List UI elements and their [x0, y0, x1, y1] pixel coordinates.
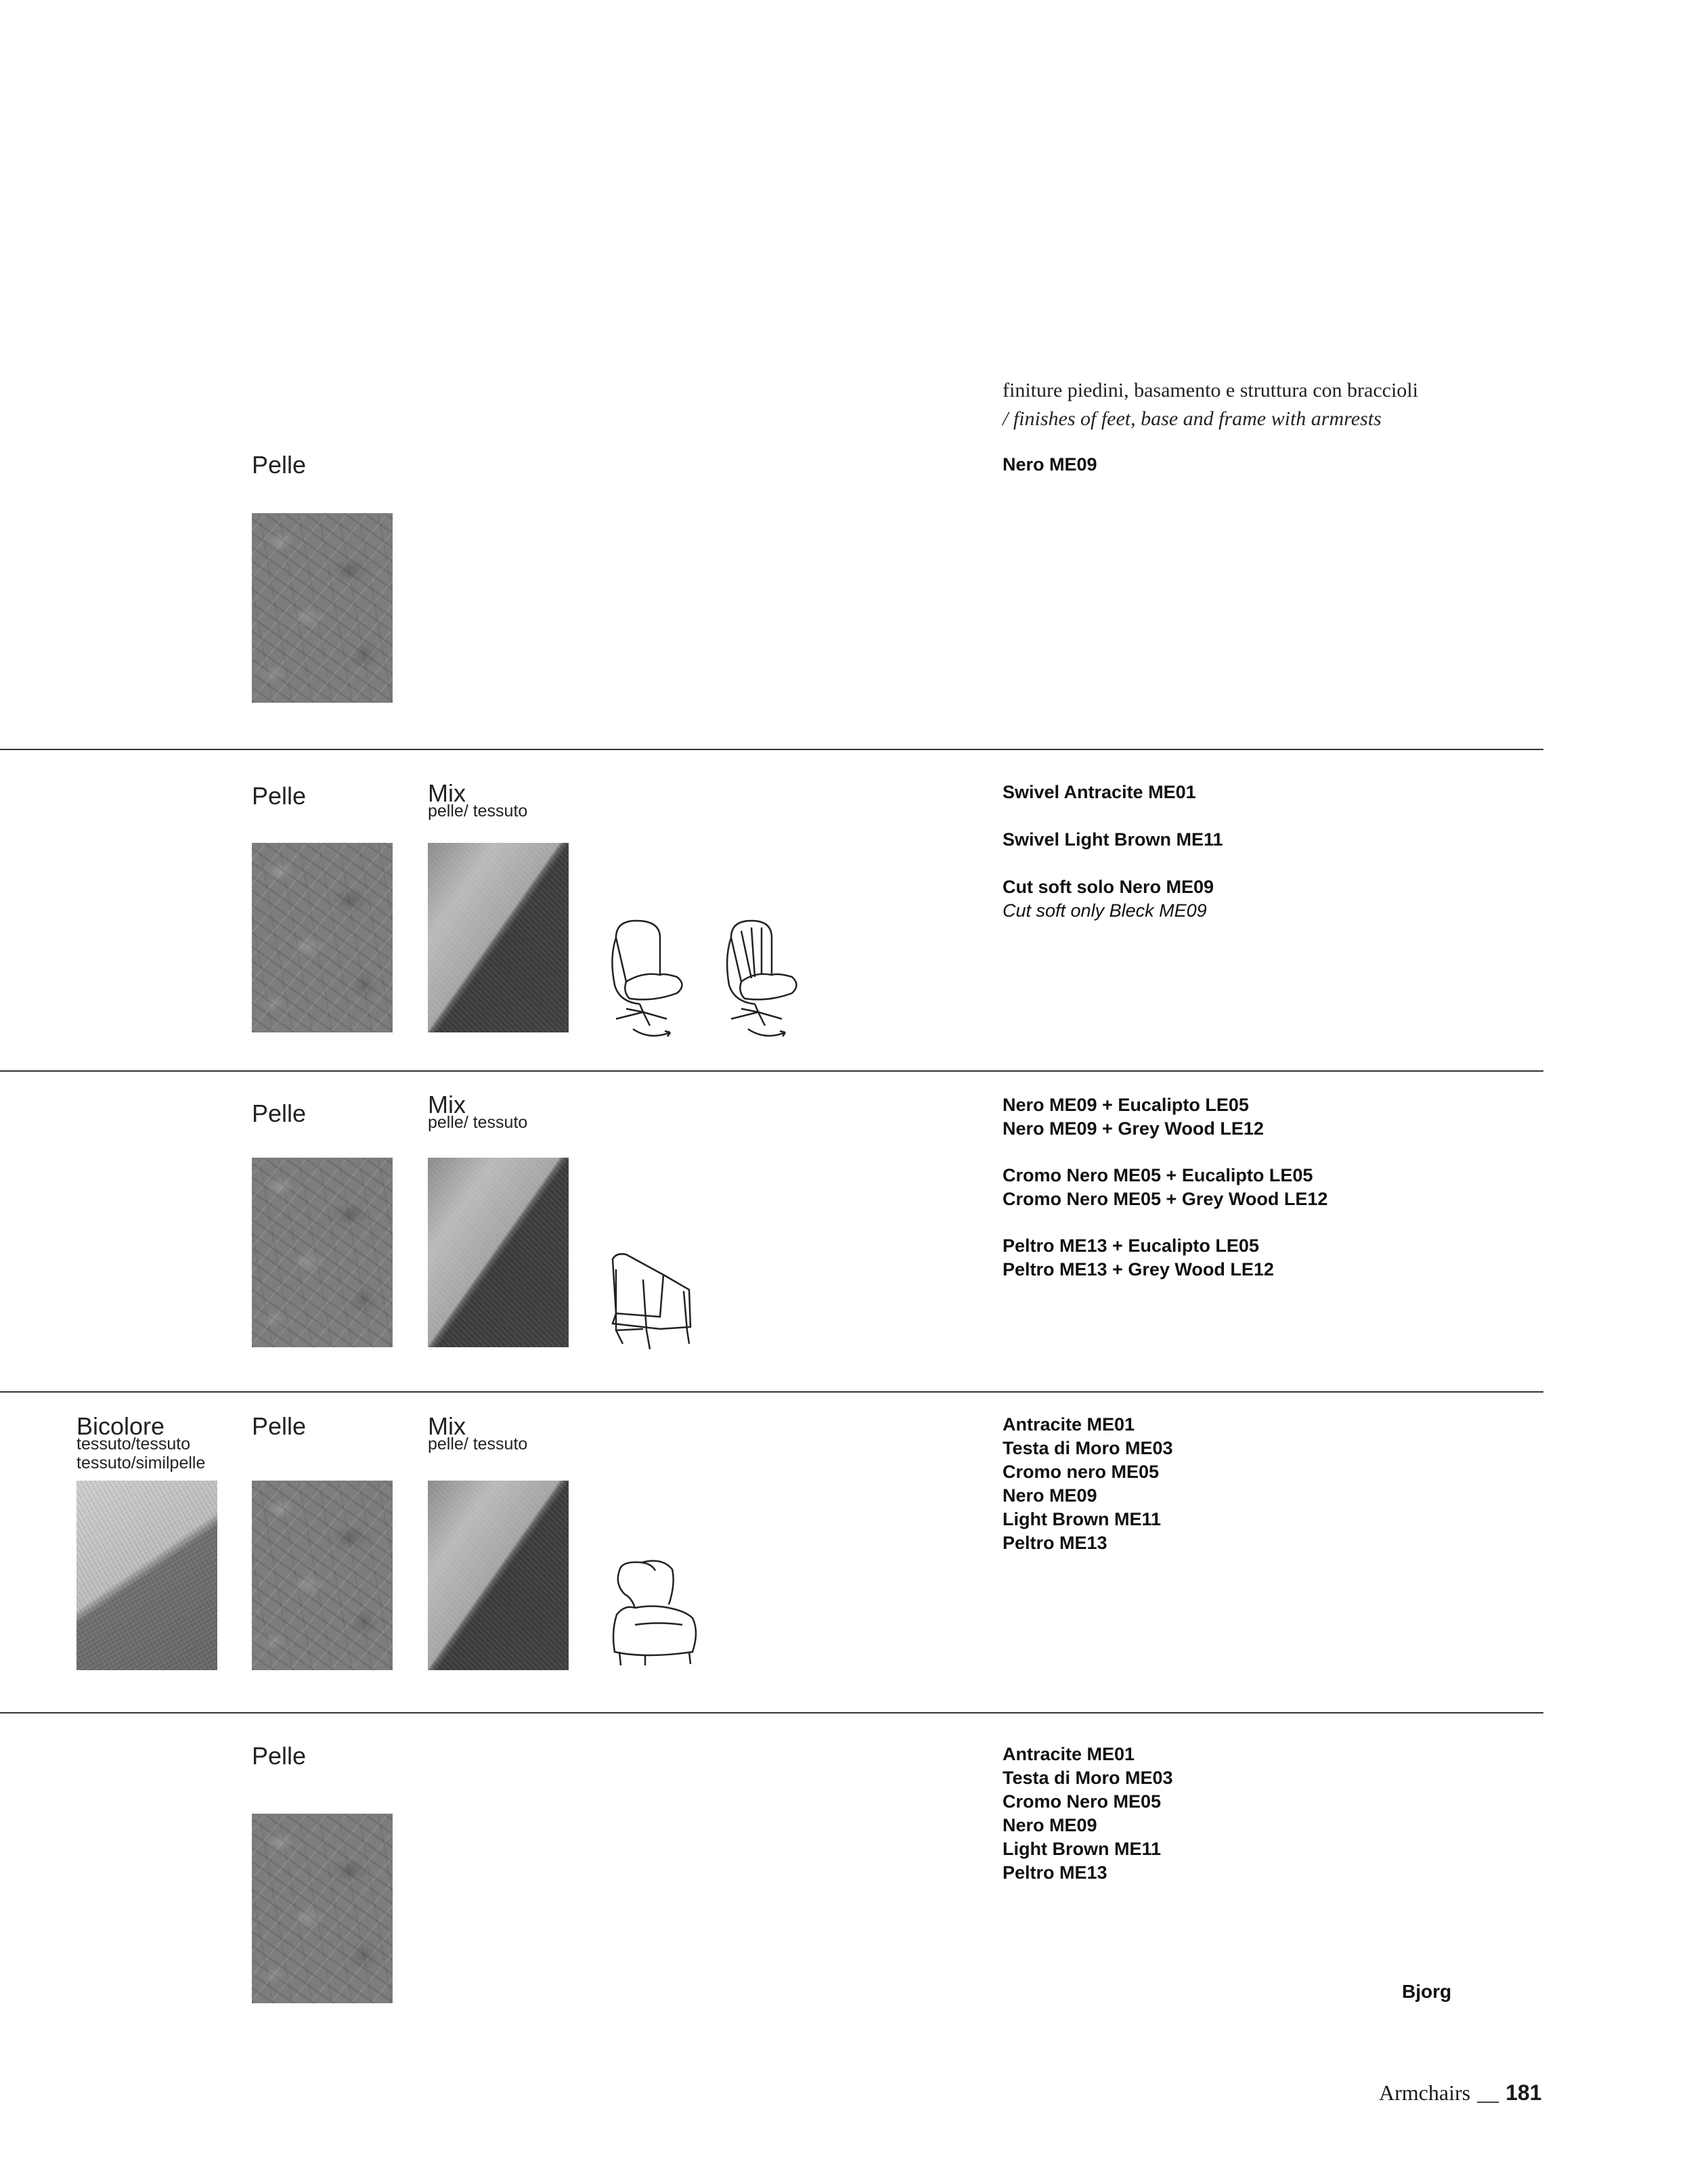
swivel-armchair-icon — [714, 917, 809, 1046]
finishes-header-en: / finishes of feet, base and frame with armrests — [1003, 408, 1382, 430]
row3-finish-4: Cromo Nero ME05 + Grey Wood LE12 — [1003, 1189, 1328, 1209]
row4-finish-2: Testa di Moro ME03 — [1003, 1438, 1173, 1458]
row2-pelle-label: Pelle — [252, 782, 307, 810]
row4-finish-1: Antracite ME01 — [1003, 1414, 1135, 1435]
row2-finish-note: Cut soft only Bleck ME09 — [1003, 900, 1207, 921]
row3-finish-2: Nero ME09 + Grey Wood LE12 — [1003, 1118, 1264, 1139]
row5-finish-5: Light Brown ME11 — [1003, 1839, 1162, 1859]
finishes-header-it: finiture piedini, basamento e struttura con braccioli — [1003, 379, 1418, 401]
row5-finish-6: Peltro ME13 — [1003, 1862, 1107, 1883]
row4-mix-swatch — [428, 1481, 569, 1670]
row4-mix-sub: pelle/ tessuto — [428, 1435, 528, 1454]
frame-armchair-icon — [602, 1249, 704, 1351]
row4-finish-3: Cromo nero ME05 — [1003, 1462, 1160, 1482]
row5-finish-2: Testa di Moro ME03 — [1003, 1768, 1173, 1788]
row5-pelle-swatch — [252, 1814, 393, 2003]
row1-finish-1: Nero ME09 — [1003, 454, 1097, 475]
row4-mix-label: Mix — [428, 1412, 466, 1440]
row3-finish-3: Cromo Nero ME05 + Eucalipto LE05 — [1003, 1165, 1313, 1185]
row3-pelle-label: Pelle — [252, 1099, 307, 1127]
row5-finish-3: Cromo Nero ME05 — [1003, 1791, 1162, 1812]
row5-finish-4: Nero ME09 — [1003, 1815, 1097, 1835]
model-name: Bjorg — [1402, 1981, 1452, 2002]
row4-finish-5: Light Brown ME11 — [1003, 1509, 1162, 1529]
row4-pelle-label: Pelle — [252, 1412, 307, 1440]
footer-separator: __ — [1477, 2080, 1499, 2105]
row2-pelle-swatch — [252, 843, 393, 1032]
row3-finish-5: Peltro ME13 + Eucalipto LE05 — [1003, 1236, 1259, 1256]
row4-pelle-swatch — [252, 1481, 393, 1670]
row3-mix-label: Mix — [428, 1091, 466, 1118]
page-number: 181 — [1506, 2080, 1542, 2105]
row3-finish-1: Nero ME09 + Eucalipto LE05 — [1003, 1095, 1249, 1115]
row-divider — [0, 749, 1543, 750]
row4-bicolore-label: Bicolore — [76, 1412, 165, 1440]
row-divider — [0, 1391, 1543, 1393]
row4-finish-4: Nero ME09 — [1003, 1485, 1097, 1506]
row5-finish-1: Antracite ME01 — [1003, 1744, 1135, 1764]
row1-pelle-label: Pelle — [252, 451, 307, 479]
row3-pelle-swatch — [252, 1158, 393, 1347]
row5-pelle-label: Pelle — [252, 1742, 307, 1770]
page-footer — [1379, 2080, 1541, 2105]
row4-bicolore-sub1: tessuto/tessuto — [76, 1435, 191, 1454]
footer-section: Armchairs — [1379, 2080, 1471, 2105]
row2-finish-2: Swivel Light Brown ME11 — [1003, 829, 1223, 850]
row2-finish-3: Cut soft solo Nero ME09 — [1003, 877, 1214, 897]
row2-finish-1: Swivel Antracite ME01 — [1003, 782, 1196, 802]
row-divider — [0, 1070, 1543, 1072]
row4-finish-6: Peltro ME13 — [1003, 1533, 1107, 1553]
row4-bicolore-sub2: tessuto/similpelle — [76, 1454, 206, 1472]
row2-mix-sub: pelle/ tessuto — [428, 802, 528, 821]
row2-mix-label: Mix — [428, 779, 466, 807]
row4-bicolore-swatch — [76, 1481, 217, 1670]
row3-finish-6: Peltro ME13 + Grey Wood LE12 — [1003, 1259, 1274, 1280]
row2-mix-swatch — [428, 843, 569, 1032]
row-divider — [0, 1712, 1543, 1713]
swivel-armchair-icon — [602, 917, 697, 1046]
wingback-armchair-icon — [605, 1557, 706, 1672]
row3-mix-sub: pelle/ tessuto — [428, 1113, 528, 1132]
row1-pelle-swatch — [252, 513, 393, 703]
row3-mix-swatch — [428, 1158, 569, 1347]
